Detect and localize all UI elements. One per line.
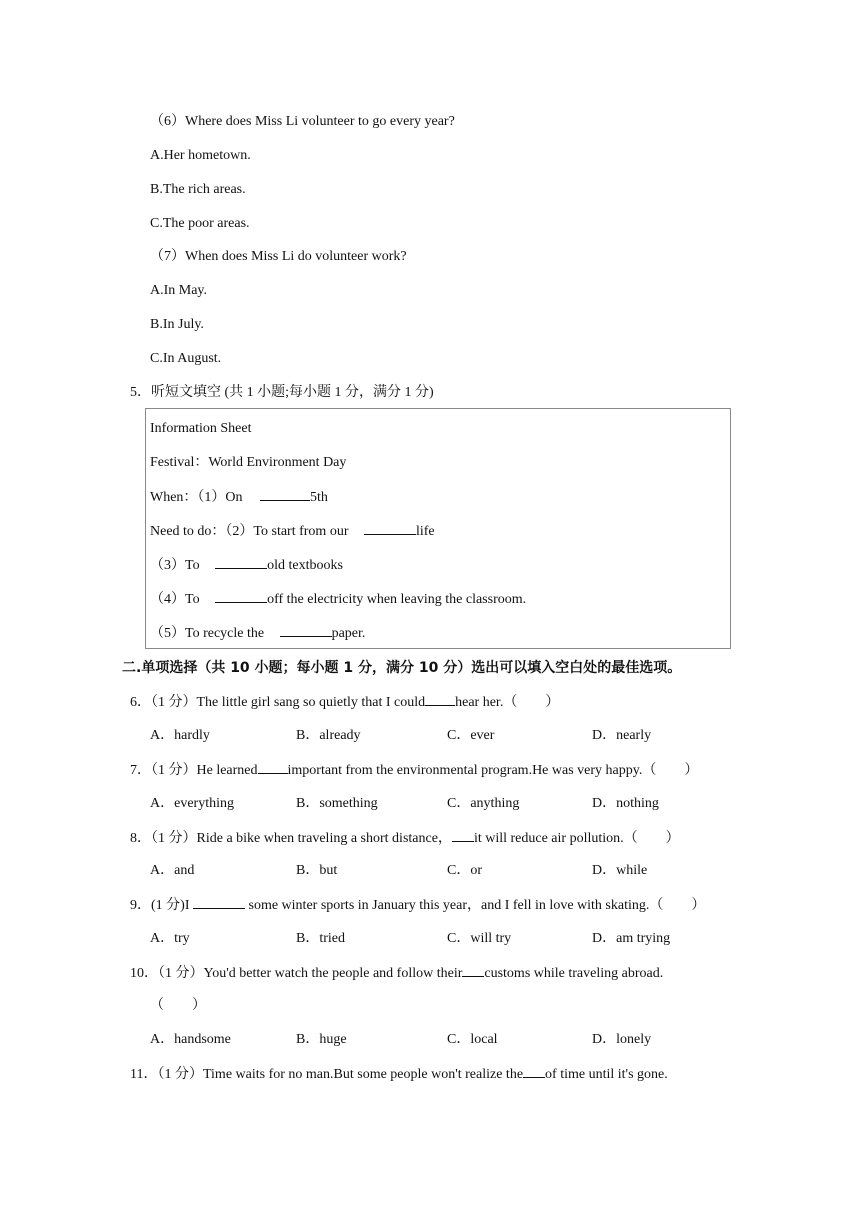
option-7c: C.In August. xyxy=(150,351,222,366)
option-b[interactable]: B．already xyxy=(296,728,361,743)
information-sheet-box xyxy=(145,408,731,649)
option-d[interactable]: D．lonely xyxy=(592,1032,652,1047)
option-b[interactable]: B．but xyxy=(296,863,338,878)
question-9-text-2: some winter sports in January this year，and I fell in love with skating.（ xyxy=(248,898,664,913)
info-when-label: When：（1）On xyxy=(150,490,243,505)
question-11-text: 11．（1 分）Time waits for no man.But some people won't realize the xyxy=(130,1067,524,1082)
question-6-text: 6．（1 分）The little girl sang so quietly that I could xyxy=(130,695,426,710)
question-8-text: 8．（1 分）Ride a bike when traveling a short distance， xyxy=(130,831,452,846)
question-9 xyxy=(130,896,705,915)
question-11 xyxy=(130,1065,668,1084)
question-11-blank[interactable] xyxy=(523,1065,545,1078)
option-6b: B.The rich areas. xyxy=(150,182,246,197)
option-a[interactable]: A．hardly xyxy=(150,728,210,743)
question-9-paren-end: ） xyxy=(691,898,706,913)
blank-5[interactable] xyxy=(280,624,332,637)
option-6a: A.Her hometown. xyxy=(150,148,251,163)
option-a[interactable]: A．handsome xyxy=(150,1032,231,1047)
info-item3-label: （3）To xyxy=(150,558,200,573)
question-6 xyxy=(130,693,559,712)
info-need xyxy=(150,522,435,541)
info-item5-tail: paper. xyxy=(331,626,366,641)
info-item4 xyxy=(150,590,526,609)
info-item3-tail: old textbooks xyxy=(267,558,343,573)
question-6-blank[interactable] xyxy=(425,693,455,706)
info-festival: Festival：World Environment Day xyxy=(150,455,347,470)
info-when-tail: 5th xyxy=(310,490,328,505)
question-9-text: 9．(1 分)I xyxy=(130,898,190,913)
option-7a: A.In May. xyxy=(150,283,208,298)
info-need-tail: life xyxy=(415,524,435,539)
question-7-blank[interactable] xyxy=(258,761,288,774)
blank-3[interactable] xyxy=(215,556,267,569)
option-d[interactable]: D．nothing xyxy=(592,796,659,811)
question-6-paren-end: ） xyxy=(545,695,560,710)
option-6c: C.The poor areas. xyxy=(150,216,250,231)
section5-heading: 5．听短文填空 (共 1 小题;每小题 1 分，满分 1 分) xyxy=(130,385,434,400)
question-7-text: 7．（1 分）He learned xyxy=(130,763,258,778)
question-7-paren-end: ） xyxy=(684,763,699,778)
info-item3 xyxy=(150,556,343,575)
option-d[interactable]: D．am trying xyxy=(592,931,671,946)
question-10-text: 10．（1 分）You'd better watch the people and follow their xyxy=(130,966,463,981)
option-a[interactable]: A．and xyxy=(150,863,195,878)
info-item5-label: （5）To recycle the xyxy=(150,626,265,641)
question-10-blank[interactable] xyxy=(462,964,484,977)
info-need-label: Need to do：（2）To start from our xyxy=(150,524,349,539)
question-8-text-2: it will reduce air pollution.（ xyxy=(473,831,638,846)
question-10-paren: （ ） xyxy=(150,998,206,1013)
blank-4[interactable] xyxy=(215,590,267,603)
question-stem-6: （6）Where does Miss Li volunteer to go every year? xyxy=(150,114,455,129)
question-11-text-2: of time until it's gone. xyxy=(545,1067,668,1082)
blank-1[interactable] xyxy=(260,488,310,501)
option-d[interactable]: D．while xyxy=(592,863,648,878)
option-c[interactable]: C．ever xyxy=(447,728,495,743)
option-7b: B.In July. xyxy=(150,317,204,332)
option-c[interactable]: C．local xyxy=(447,1032,498,1047)
info-item4-label: （4）To xyxy=(150,592,200,607)
option-a[interactable]: A．try xyxy=(150,931,190,946)
info-title: Information Sheet xyxy=(150,421,252,436)
question-8-blank[interactable] xyxy=(452,829,474,842)
option-b[interactable]: B．tried xyxy=(296,931,345,946)
info-item5 xyxy=(150,624,365,643)
question-7 xyxy=(130,761,698,780)
blank-2[interactable] xyxy=(364,522,416,535)
question-10-text-2: customs while traveling abroad. xyxy=(484,966,664,981)
section2-heading: 二.单项选择（共 10 小题；每小题 1 分，满分 10 分）选出可以填入空白处的最佳选项。 xyxy=(122,660,682,676)
question-10 xyxy=(130,964,730,983)
option-b[interactable]: B．huge xyxy=(296,1032,347,1047)
question-6-text-2: hear her.（ xyxy=(455,695,518,710)
option-a[interactable]: A．everything xyxy=(150,796,234,811)
question-8-paren-end: ） xyxy=(665,831,680,846)
question-8 xyxy=(130,829,680,848)
question-7-text-2: important from the environmental program.He was very happy.（ xyxy=(287,763,657,778)
question-9-blank[interactable] xyxy=(193,896,245,909)
info-when xyxy=(150,488,328,507)
option-c[interactable]: C．anything xyxy=(447,796,520,811)
option-d[interactable]: D．nearly xyxy=(592,728,652,743)
option-c[interactable]: C．or xyxy=(447,863,482,878)
info-item4-tail: off the electricity when leaving the classroom. xyxy=(267,592,527,607)
option-c[interactable]: C．will try xyxy=(447,931,512,946)
option-b[interactable]: B．something xyxy=(296,796,378,811)
question-stem-7: （7）When does Miss Li do volunteer work? xyxy=(150,249,407,264)
